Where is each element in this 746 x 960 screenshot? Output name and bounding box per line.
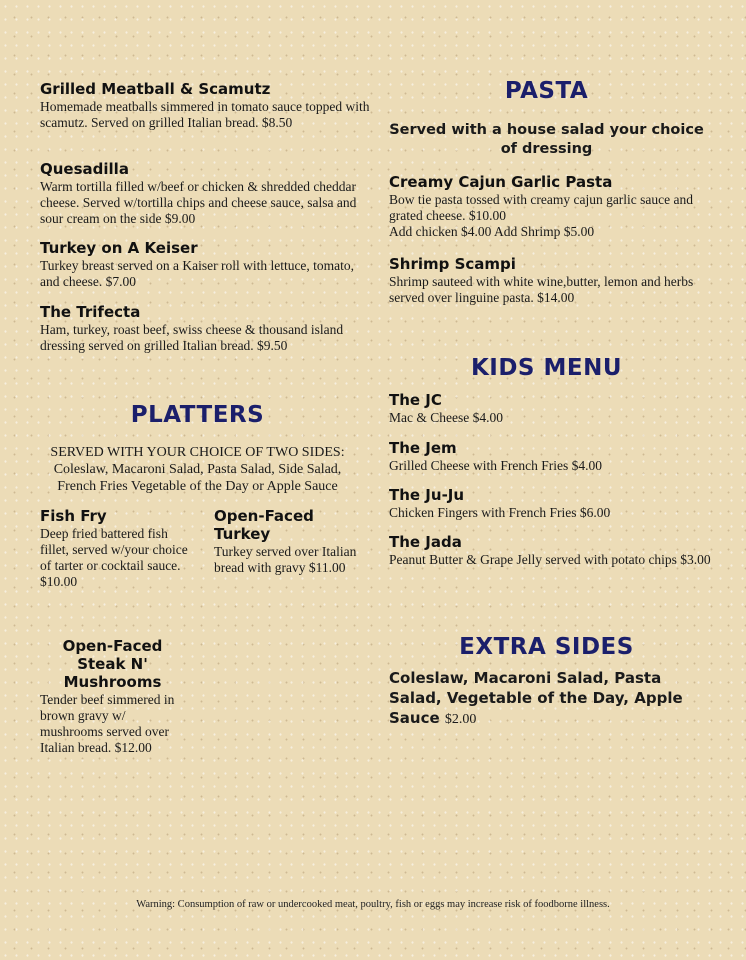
- menu-item: [389, 173, 709, 240]
- item-description: Tender beef simmered in brown gravy w/ mushrooms served over Italian bread. $12.00: [40, 692, 175, 755]
- menu-item: [40, 637, 185, 756]
- extra-sides-list: [389, 668, 709, 730]
- extra-sides-items: Coleslaw, Macaroni Salad, Pasta Salad, Vegetable of the Day, Apple Sauce: [389, 669, 683, 727]
- item-addons: Add chicken $4.00 Add Shrimp $5.00: [389, 224, 595, 239]
- item-title: The Jada: [389, 533, 462, 551]
- item-title: The Ju-Ju: [389, 486, 465, 504]
- menu-item: [40, 160, 370, 227]
- menu-item: [389, 391, 719, 426]
- extra-sides-price: $2.00: [444, 712, 477, 727]
- item-title: Open-Faced Steak N' Mushrooms: [62, 637, 163, 691]
- item-description: Mac & Cheese $4.00: [389, 410, 503, 425]
- item-title: The JC: [389, 391, 442, 409]
- item-title: The Trifecta: [40, 303, 141, 321]
- menu-item: [40, 507, 188, 590]
- item-title: The Jem: [389, 439, 457, 457]
- menu-item: [389, 486, 719, 521]
- item-description: Ham, turkey, roast beef, swiss cheese & thousand island dressing served on grilled Italian bread. $9.50: [40, 322, 344, 353]
- item-description: Homemade meatballs simmered in tomato sauce topped with scamutz. Served on grilled Italian bread. $8.50: [40, 99, 370, 130]
- platters-sides-note: [40, 444, 355, 495]
- platters-sides-title: SERVED WITH YOUR CHOICE OF TWO SIDES:: [50, 445, 345, 460]
- item-description: Bow tie pasta tossed with creamy cajun garlic sauce and grated cheese. $10.00: [389, 192, 694, 223]
- item-description: Turkey served over Italian bread with gravy $11.00: [214, 544, 357, 575]
- section-heading-kids: KIDS MENU: [470, 355, 623, 381]
- menu-item: [389, 533, 724, 568]
- menu-item: [214, 507, 362, 576]
- item-description: Warm tortilla filled w/beef or chicken & shredded cheddar cheese. Served w/tortilla chips and cheese sauce, salsa and sour cream on the side $9.00: [40, 179, 357, 226]
- item-description: Chicken Fingers with French Fries $6.00: [389, 505, 611, 520]
- item-title: Quesadilla: [40, 160, 129, 178]
- item-description: Deep fried battered fish fillet, served w/your choice of tarter or cocktail sauce. $10.00: [40, 526, 188, 589]
- item-title: Open-Faced Turkey: [214, 507, 314, 543]
- item-description: Shrimp sauteed with white wine,butter, lemon and herbs served over linguine pasta. $14.00: [389, 274, 694, 305]
- item-description: Turkey breast served on a Kaiser roll with lettuce, tomato, and cheese. $7.00: [40, 258, 355, 289]
- item-title: Grilled Meatball & Scamutz: [40, 80, 271, 98]
- section-heading-platters: PLATTERS: [130, 402, 265, 428]
- section-heading-extra-sides: EXTRA SIDES: [459, 634, 634, 660]
- menu-item: [389, 439, 719, 474]
- item-description: Grilled Cheese with French Fries $4.00: [389, 458, 602, 473]
- item-title: Turkey on A Keiser: [40, 239, 198, 257]
- food-safety-warning: Warning: Consumption of raw or undercooked meat, poultry, fish or eggs may increase risk of foodborne illness.: [136, 899, 610, 910]
- pasta-subheading: Served with a house salad your choice of dressing: [389, 122, 704, 157]
- section-heading-pasta: PASTA: [504, 78, 589, 104]
- item-title: Creamy Cajun Garlic Pasta: [389, 173, 613, 191]
- item-title: Fish Fry: [40, 507, 107, 525]
- menu-item: [40, 303, 370, 354]
- item-description: Peanut Butter & Grape Jelly served with potato chips $3.00: [389, 552, 711, 567]
- item-title: Shrimp Scampi: [389, 255, 516, 273]
- menu-item: [389, 255, 709, 306]
- menu-item: [40, 239, 355, 290]
- platters-sides-list: Coleslaw, Macaroni Salad, Pasta Salad, Side Salad, French Fries Vegetable of the Day or Apple Sauce: [53, 462, 342, 494]
- menu-item: [40, 80, 370, 131]
